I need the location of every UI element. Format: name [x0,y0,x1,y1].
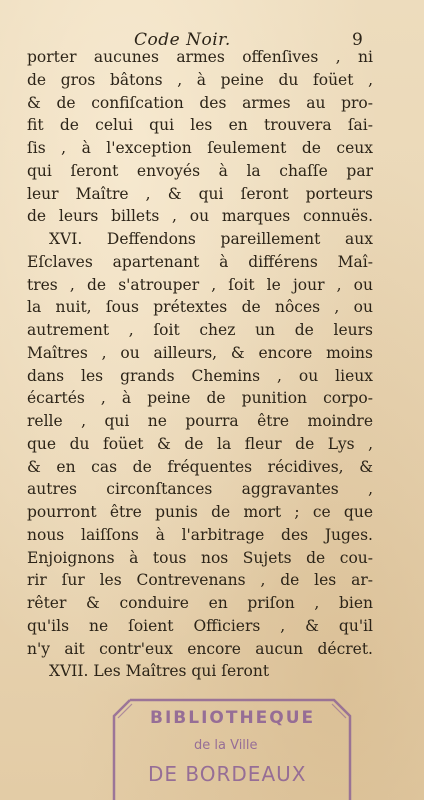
text-line: tres , de s'atrouper , ſoit le jour , ou [27,275,373,294]
text-line: rêter & conduire en priſon , bien [27,594,373,612]
text-line: Enjoignons à tous nos Sujets de cou- [27,548,373,567]
text-line: pourront être punis de mort ; ce que [27,503,373,521]
text-line: & en cas de fréquentes récidives, & [27,457,373,476]
text-line: fit de celui qui les en trouvera ſai- [27,116,373,135]
text-line: dans les grands Chemins , ou lieux [27,366,373,385]
text-line: que du foüet & de la fleur de Lys , [27,434,373,453]
body-text [27,46,373,683]
text-line: autrement , ſoit chez un de leurs [27,321,373,339]
running-title: Code Noir. [134,30,231,50]
text-line: la nuit, ſous prétextes de nôces , ou [27,298,373,317]
text-line-article-heading: XVII. Les Maîtres qui ſeront [49,662,270,681]
text-line: écartés , à peine de punition corpo- [27,389,373,408]
text-line: Eſclaves apartenant à différens Maî- [27,252,373,271]
stamp-text-de-bordeaux: DE BORDEAUX [148,762,307,786]
text-line: qui ſeront envoyés à la chaſſe par [27,161,373,180]
text-line: ſis , à l'exception ſeulement de ceux [27,139,373,157]
text-line: & de confiſcation des armes au pro- [27,93,373,112]
text-line: leur Maître , & qui ſeront porteurs [27,184,373,203]
text-line: autres circonſtances aggravantes , [27,480,373,499]
library-stamp [108,694,356,800]
text-line: nous laiſſons à l'arbitrage des Juges. [27,525,373,544]
text-line: porter aucunes armes offenſives , ni [27,48,373,66]
stamp-text-bibliotheque: BIBLIOTHEQUE [150,708,316,728]
text-line: n'y ait contr'eux encore aucun décret. [27,639,373,658]
text-line: relle , qui ne pourra être moindre [27,412,373,430]
stamp-text-de-la-ville: de la Ville [194,738,258,753]
text-line: rir ſur les Contrevenans , de les ar- [27,571,373,590]
text-line: Maîtres , ou ailleurs, & encore moins [27,343,373,362]
page-number: 9 [352,30,363,50]
text-line: de leurs billets , ou marques connuës. [27,207,373,226]
text-line: qu'ils ne ſoient Officiers , & qu'il [27,616,373,635]
text-line: de gros bâtons , à peine du foüet , [27,70,373,89]
text-line-article-heading: XVI. Deffendons pareillement aux [49,230,373,248]
